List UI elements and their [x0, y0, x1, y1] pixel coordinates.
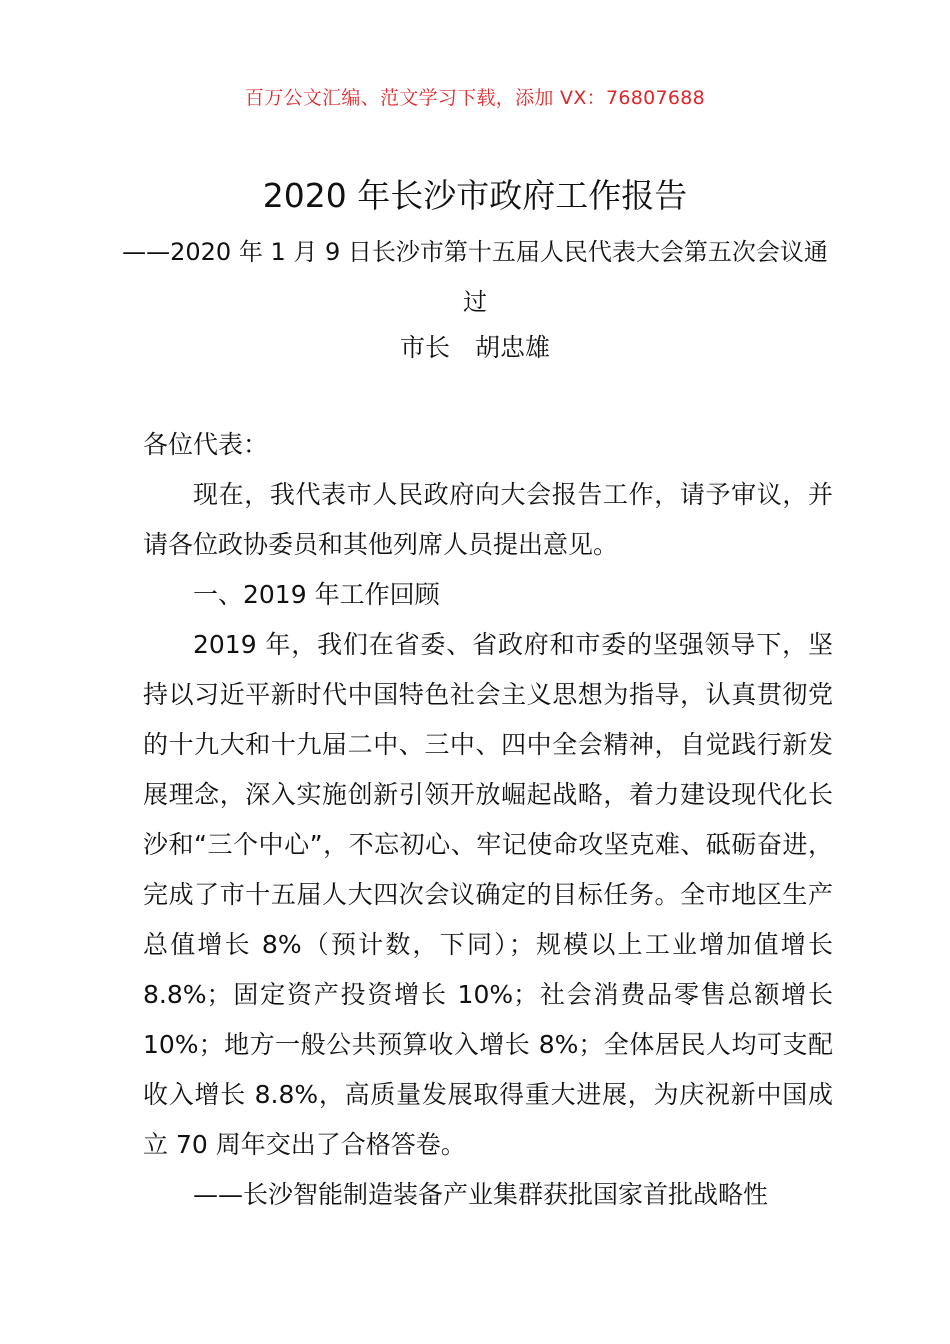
- document-title: 2020 年长沙市政府工作报告: [262, 176, 688, 215]
- section-heading: 一、2019 年工作回顾: [193, 580, 440, 609]
- salutation: 各位代表：: [143, 430, 269, 459]
- continuation-paragraph: ——长沙智能制造装备产业集群获批国家首批战略性: [193, 1180, 769, 1209]
- document-body: [143, 420, 833, 1220]
- intro-paragraph: 现在，我代表市人民政府向大会报告工作，请予审议，并请各位政协委员和其他列席人员提出意见。: [143, 480, 833, 559]
- review-paragraph: 2019 年，我们在省委、省政府和市委的坚强领导下，坚持以习近平新时代中国特色社会主义思想为指导，认真贯彻党的十九大和十九届二中、三中、四中全会精神，自觉践行新发展理念，深入实施创新引领开放崛起战略，着力建设现代化长沙和“三个中心”，不忘初心、牢记使命攻坚克难、砥砺奋进，完成了市十五届人大四次会议确定的目标任务。全市地区生产总值增长 8%（预计数，下同）；规模以上工业增加值增长 8.8%；固定资产投资增长 10%；社会消费品零售总额增长 10%；地方一般公共预算收入增长 8%；全体居民人均可支配收入增长 8.8%，高质量发展取得重大进展，为庆祝新中国成立 70 周年交出了合格答卷。: [143, 630, 833, 1159]
- document-author: 市长 胡忠雄: [399, 333, 550, 362]
- watermark-banner: 百万公文汇编、范文学习下载，添加 VX：76807688: [244, 87, 706, 109]
- document-subtitle: ——2020 年 1 月 9 日长沙市第十五届人民代表大会第五次会议通过: [122, 238, 828, 316]
